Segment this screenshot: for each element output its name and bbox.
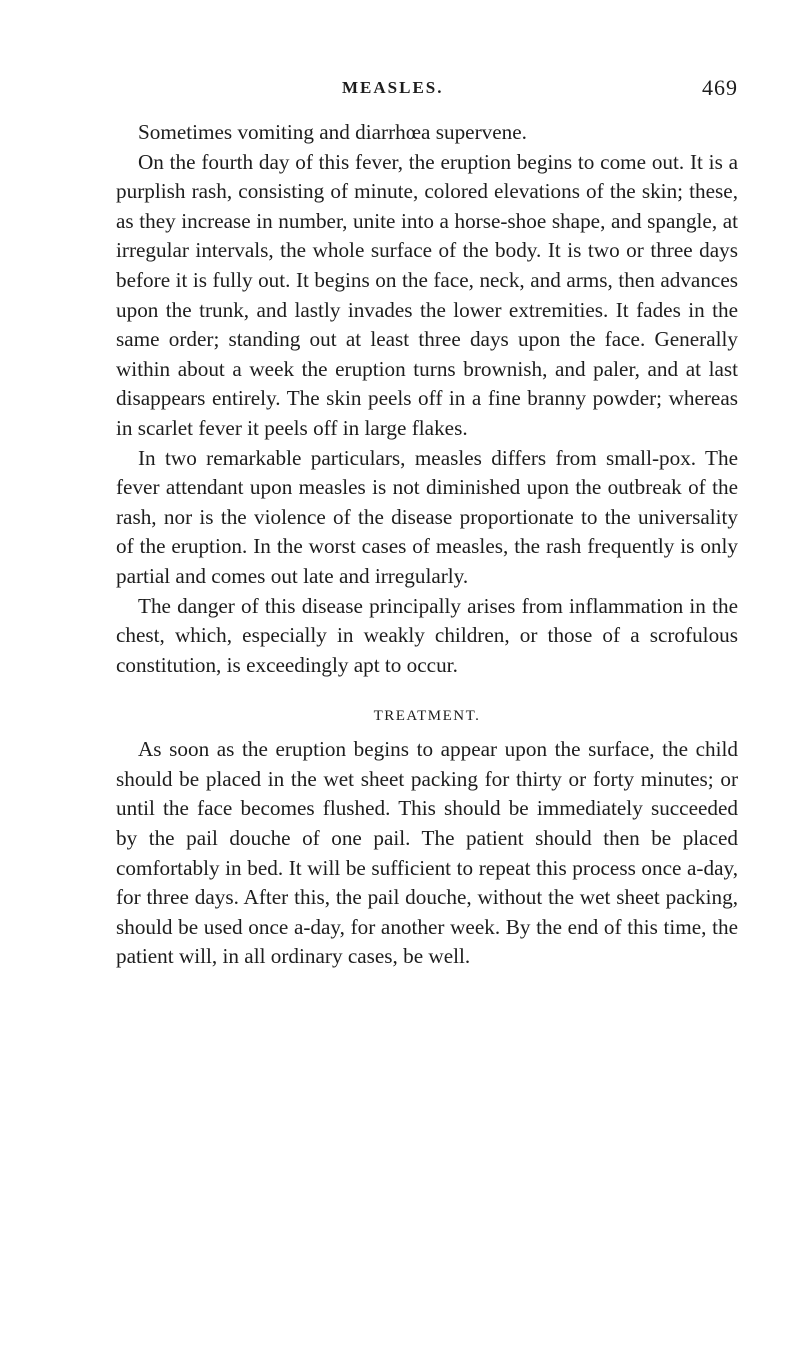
running-head: [116, 75, 738, 108]
paragraph-eruption: On the fourth day of this fever, the eruption begins to come out. It is a purplish rash, consisting of minute, colored elevations of the skin; these, as they increase in number, unite into a horse-shoe shape, and spangle, at irregular intervals, the whole surface of the body. It is two or three days before it is fully out. It begins on the face, neck, and arms, then advances upon the trunk, and lastly invades the lower extremities. It fades in the same order; standing out at least three days upon the face. Generally within about a week the eruption turns brownish, and paler, and at last disappears entirely. The skin peels off in a fine branny powder; whereas in scarlet fever it peels off in large flakes.: [116, 149, 738, 440]
running-title: MEASLES.: [342, 78, 444, 97]
paragraph-treatment: As soon as the eruption begins to appear upon the surface, the child should be placed in the wet sheet packing for thirty or forty minutes; or until the face becomes flushed. This should be immediately succeeded by the pail douche of one pail. The patient should then be placed comfortably in bed. It will be sufficient to repeat this process once a-day, for three days. After this, the pail douche, without the wet sheet packing, should be used once a-day, for another week. By the end of this time, the patient will, in all ordinary cases, be well.: [116, 737, 738, 969]
treatment-heading: TREATMENT.: [373, 708, 481, 725]
page-number: 469: [702, 75, 738, 100]
paragraph-differences: In two remarkable particulars, measles differs from small-pox. The fever attendant upon measles is not diminished upon the outbreak of the rash, nor is the violence of the disease proportionate to the universality of the eruption. In the worst cases of measles, the rash frequently is only partial and comes out late and irregularly.: [116, 445, 738, 588]
paragraph-danger: The danger of this disease principally arises from inflammation in the chest, which, especially in weakly children, or those of a scrofulous constitution, is exceedingly apt to occur.: [116, 593, 738, 677]
book-page: [116, 75, 738, 972]
paragraph-vomiting: Sometimes vomiting and diarrhœa supervene.: [138, 120, 527, 144]
